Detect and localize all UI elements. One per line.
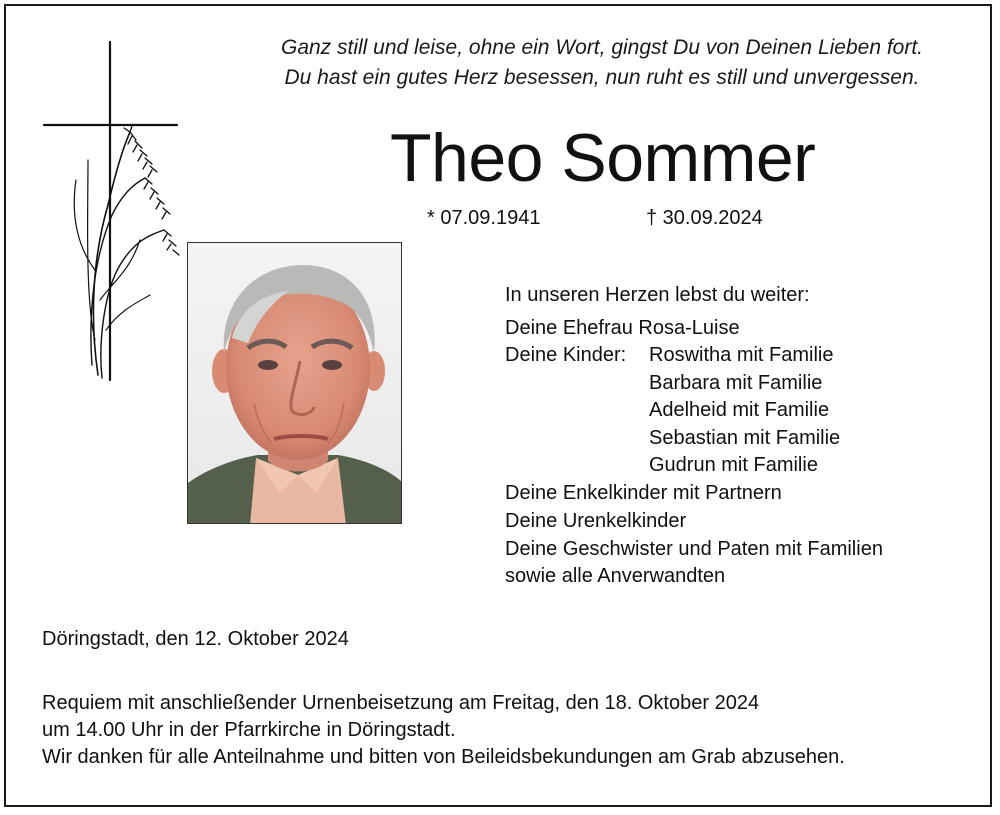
child-item: Roswitha mit Familie [649,344,834,366]
deceased-name: Theo Sommer [390,120,816,196]
grandchildren-line: Deine Enkelkinder mit Partnern [505,482,782,504]
siblings-line: Deine Geschwister und Paten mit Familien [505,538,883,560]
great-grandchildren-line: Deine Urenkelkinder [505,510,687,532]
cross-with-wheat-icon [40,40,185,385]
relatives-line: sowie alle Anverwandten [505,565,726,587]
portrait-photo [187,242,402,524]
birth-date: * 07.09.1941 [427,207,541,229]
service-line-2: um 14.00 Uhr in der Pfarrkirche in Döringstadt. [42,719,456,741]
place-date: Döringstadt, den 12. Oktober 2024 [42,628,349,650]
verse-line-1: Ganz still und leise, ohne ein Wort, gingst Du von Deinen Lieben fort. [280,36,924,59]
mourners-intro: In unseren Herzen lebst du weiter: [505,284,810,306]
child-item: Gudrun mit Familie [649,454,818,476]
service-line-1: Requiem mit anschließender Urnenbeisetzung am Freitag, den 18. Oktober 2024 [42,692,760,714]
spouse-line: Deine Ehefrau Rosa-Luise [505,317,740,339]
child-item: Barbara mit Familie [649,372,823,394]
death-date: † 30.09.2024 [646,207,763,229]
children-label: Deine Kinder: [505,344,627,366]
service-line-3: Wir danken für alle Anteilnahme und bitten von Beileidsbekundungen am Grab abzusehen. [42,746,845,768]
child-item: Sebastian mit Familie [649,427,841,449]
verse-line-2: Du hast ein gutes Herz besessen, nun ruht es still und unvergessen. [284,66,920,89]
child-item: Adelheid mit Familie [649,399,830,421]
